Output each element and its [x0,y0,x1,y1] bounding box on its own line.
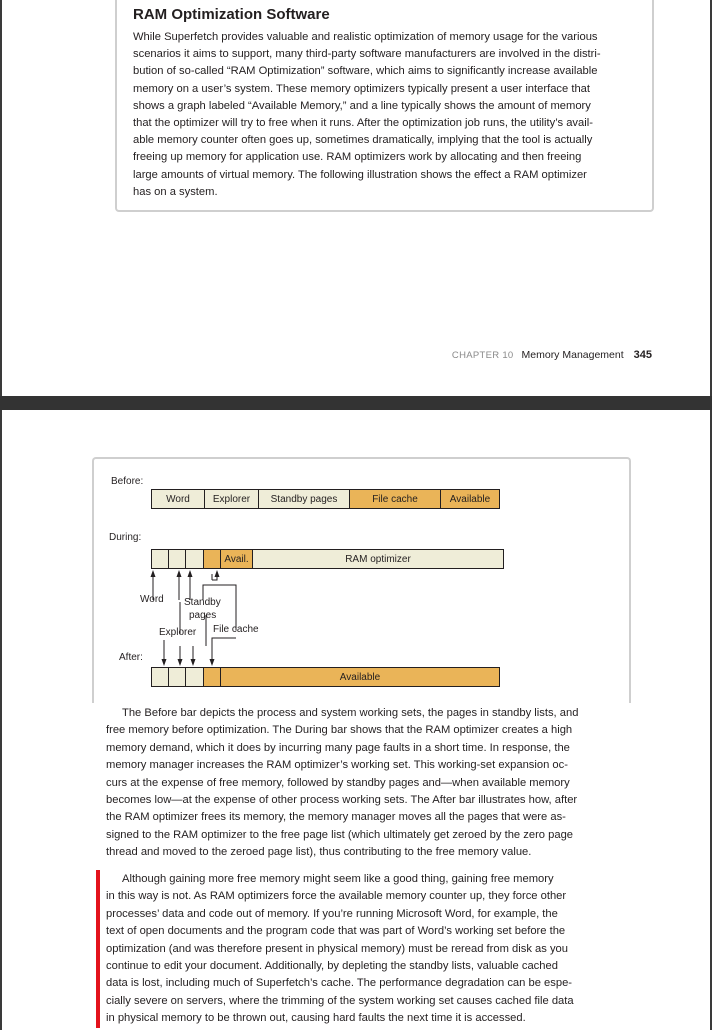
paragraph-line: thread and moved to the zeroed page list), thus contributing to the free memory value. [106,846,532,859]
sidebar-title: RAM Optimization Software [133,6,330,23]
page-345 [0,0,712,396]
paragraph-line: curs at the expense of free memory, followed by standby pages and—when available memory [106,776,570,789]
segment-word: Word [151,489,205,509]
page-separator [0,396,712,410]
after-bar [151,667,500,687]
sidebar-line: has on a system. [133,185,218,198]
arrow-label-word: Word [140,594,164,605]
paragraph-line: processes’ data and code out of memory. If you’re running Microsoft Word, for example, the [106,907,558,920]
red-margin-mark [96,870,100,1028]
after-label: After: [119,652,143,663]
paragraph-line: the RAM optimizer frees its memory, the memory manager moves all the pages that were as- [106,811,566,824]
connector-arrows [2,410,712,710]
paragraph-line: cially severe on servers, where the trimming of the system working set causes cached file data [106,994,574,1007]
segment-available-after: Available [220,667,500,687]
arrow-label-standby: Standby [184,597,221,608]
sidebar-line: bution of so-called “RAM Optimization” software, which aims to significantly increase available [133,65,598,78]
segment-standby-after [185,667,204,687]
page-number: 345 [633,349,652,361]
segment-avail-small: Avail. [220,549,253,569]
paragraph-line: text of open documents and the program code that was part of Word’s working set before the [106,925,566,938]
segment-ram-optimizer: RAM optimizer [252,549,504,569]
chapter-label: CHAPTER 10 [451,350,514,361]
paragraph-line: in this way is not. As RAM optimizers force the available memory counter up, they force other [106,890,567,903]
segment-explorer: Explorer [204,489,259,509]
segment-file-cache-after [203,667,221,687]
paragraph-2 [106,871,618,1028]
paragraph-line: becomes low—at the expense of other process working sets. The After bar illustrates how, after [106,794,578,807]
arrow-label-pages: pages [189,610,217,621]
paragraph-line: memory manager increases the RAM optimizer’s working set. This working-set expansion oc- [106,759,568,772]
running-footer [452,349,652,361]
paragraph-line: Although gaining more free memory might seem like a good thing, gaining free memory [122,873,554,885]
paragraph-1 [106,705,618,862]
segment-explorer-after [168,667,186,687]
page-346 [0,410,712,1030]
paragraph-line: optimization (and was therefore present in physical memory) must be reread from disk as you [106,942,568,955]
sidebar-text [133,29,645,201]
sidebar-box [115,0,654,212]
paragraph-line: memory demand, which it does by incurring many page faults in a short time. In response, the [106,741,570,754]
arrow-label-explorer: Explorer [159,627,197,638]
sidebar-line: shows a graph labeled “Available Memory,” and a line typically shows the amount of memory [133,99,591,112]
paragraph-line: free memory before optimization. The During bar shows that the RAM optimizer creates a high [106,724,573,737]
paragraph-line: The Before bar depicts the process and system working sets, the pages in standby lists, and [122,707,579,719]
segment-standby-pages: Standby pages [258,489,350,509]
during-label: During: [109,532,142,543]
arrow-label-file-cache: File cache [213,624,259,635]
sidebar-line: scenarios it aims to support, many third-party software manufacturers are involved in the distri- [133,48,601,61]
sidebar-line: While Superfetch provides valuable and realistic optimization of memory usage for the various [133,31,598,43]
segment-file-cache: File cache [349,489,441,509]
sidebar-line: freeing up memory for application use. RAM optimizers work by allocating and then freeing [133,151,582,164]
section-label: Memory Management [521,349,624,361]
paragraph-line: data is lost, including much of Superfetch’s cache. The performance degradation can be espe- [106,977,573,990]
sidebar-line: that the optimizer will try to free when it runs. After the optimization job runs, the utility’s avail- [133,117,593,130]
sidebar-line: able memory counter often goes up, sometimes dramatically, implying that the tool is actually [133,134,593,147]
sidebar-line: memory on a user’s system. These memory optimizers typically present a user interface that [133,82,590,95]
paragraph-line: in physical memory to be thrown out, causing hard faults the next time it is accessed. [106,1012,526,1025]
segment-available: Available [440,489,500,509]
sidebar-line: large amounts of virtual memory. The following illustration shows the effect a RAM optimizer [133,168,587,181]
before-label: Before: [111,476,144,487]
paragraph-line: signed to the RAM optimizer to the free page list (which ultimately get zeroed by the zero page [106,828,574,841]
segment-word-after [151,667,169,687]
paragraph-line: continue to edit your document. Additionally, by depleting the standby lists, valuable cached [106,960,558,973]
